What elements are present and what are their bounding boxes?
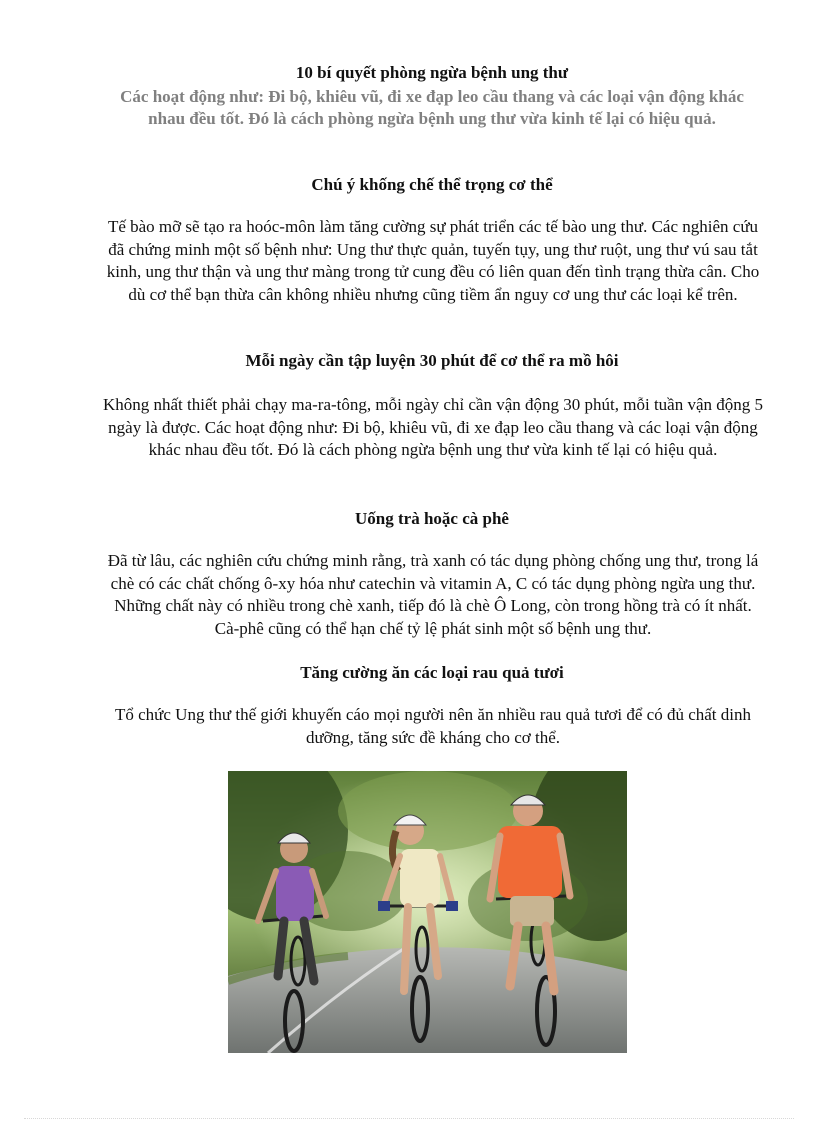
section-heading-vegetables: Tăng cường ăn các loại rau quả tươi bbox=[300, 663, 564, 682]
section-heading-exercise: Mỗi ngày cần tập luyện 30 phút để cơ thể ra mồ hôi bbox=[245, 351, 619, 370]
section-heading-weight: Chú ý khống chế thể trọng cơ thể bbox=[311, 175, 553, 194]
section-heading-tea-coffee: Uống trà hoặc cà phê bbox=[355, 509, 509, 528]
article-lead: Các hoạt động như: Đi bộ, khiêu vũ, đi xe đạp leo cầu thang và các loại vận động khác nhau đều tốt. Đó là cách phòng ngừa bệnh ung thư vừa kinh tế lại có hiệu quả. bbox=[120, 87, 744, 128]
section-body-weight: Tế bào mỡ sẽ tạo ra hoóc-môn làm tăng cường sự phát triển các tế bào ung thư. Các nghiên cứu đã chứng minh một số bệnh như: Ung thư thực quản, tuyến tụy, ung thư ruột, ung thư vú sau tắt kinh, ung thư thận và ung thư màng trong tử cung đều có liên quan đến tình trạng thừa cân. Cho dù cơ thể bạn thừa cân không nhiều nhưng cũng tiềm ẩn nguy cơ ung thư các loại kể trên. bbox=[106, 217, 760, 304]
three-cyclists-photo bbox=[228, 771, 627, 1053]
page-bottom-rule bbox=[24, 1118, 794, 1119]
article-title: 10 bí quyết phòng ngừa bệnh ung thư bbox=[295, 63, 569, 82]
section-body-exercise: Không nhất thiết phải chạy ma-ra-tông, mỗi ngày chỉ cần vận động 30 phút, mỗi tuần vận động 5 ngày là được. Các hoạt động như: Đi bộ, khiêu vũ, đi xe đạp leo cầu thang và các loại vận động khác nhau đều tốt. Đó là cách phòng ngừa bệnh ung thư vừa kinh tế lại có hiệu quả. bbox=[102, 395, 764, 459]
section-body-tea-coffee: Đã từ lâu, các nghiên cứu chứng minh rằng, trà xanh có tác dụng phòng chống ung thư, trong lá chè có các chất chống ô-xy hóa như catechin và vitamin A, C có tác dụng phòng ngừa ung thư. Những chất này có nhiều trong chè xanh, tiếp đó là chè Ô Long, còn trong hồng trà có ít nhất. Cà-phê cũng có thể hạn chế tỷ lệ phát sinh một số bệnh ung thư. bbox=[107, 551, 759, 638]
section-body-vegetables: Tổ chức Ung thư thế giới khuyến cáo mọi người nên ăn nhiều rau quả tươi để có đủ chất dinh dưỡng, tăng sức đề kháng cho cơ thể. bbox=[114, 705, 751, 747]
